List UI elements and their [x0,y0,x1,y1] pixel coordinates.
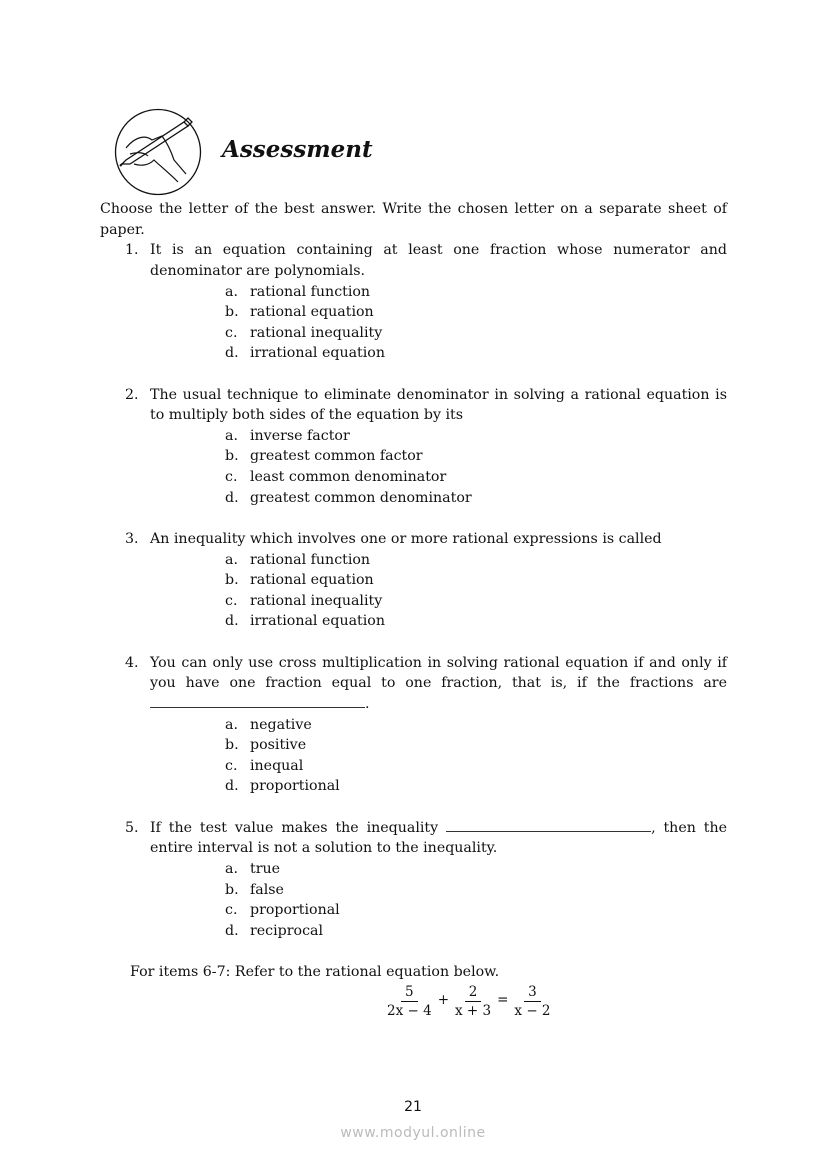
question-item [100,529,727,632]
option-text: false [250,881,284,898]
question-stem [150,653,727,715]
question-text: You can only use cross multiplication in solving rational equation if and only if you have one fraction equal to one fraction, that is, if the fractions are [150,654,727,692]
answer-option [150,343,727,364]
option-text: negative [250,716,312,733]
question-stem [150,529,727,550]
answer-option [150,735,727,756]
answer-blank [446,819,651,832]
fraction-2 [451,983,495,1020]
option-text: inequal [250,757,304,774]
reference-note: For items 6-7: Refer to the rational equation below. [130,964,500,981]
denominator: x − 2 [514,1003,551,1019]
answer-option [150,921,727,942]
option-text: rational inequality [250,324,383,341]
option-letter: c. [225,902,238,919]
answer-option [150,426,727,447]
rational-equation [383,983,555,1020]
fraction-3 [510,983,554,1020]
answer-option [150,880,727,901]
answer-option [150,756,727,777]
option-letter: b. [225,572,239,589]
question-number: 2. [125,386,139,403]
option-letter: a. [225,283,238,300]
equals-operator: = [497,991,509,1008]
option-text: irrational equation [250,613,385,630]
option-text: greatest common denominator [250,489,472,506]
answer-option [150,900,727,921]
question-stem [150,240,727,281]
option-text: positive [250,737,307,754]
option-letter: d. [225,489,239,506]
page-title: Assessment [222,136,373,163]
option-text: rational equation [250,304,374,321]
answer-option [150,323,727,344]
option-letter: d. [225,613,239,630]
question-number: 1. [125,242,139,259]
option-letter: b. [225,737,239,754]
question-item [100,653,727,797]
answer-option [150,467,727,488]
answer-blank [150,695,365,708]
option-text: reciprocal [250,922,324,939]
question-text: If the test value makes the inequality [150,819,439,836]
option-text: proportional [250,902,340,919]
option-letter: a. [225,716,238,733]
option-letter: d. [225,345,239,362]
option-letter: d. [225,778,239,795]
question-text: The usual technique to eliminate denominator in solving a rational equation is to multiply both sides of the equation by its [150,386,727,424]
option-letter: d. [225,922,239,939]
question-number: 5. [125,819,139,836]
option-letter: c. [225,324,238,341]
question-stem [150,385,727,426]
question-text-end: . [365,695,370,712]
numerator: 5 [401,983,418,1002]
question-text: An inequality which involves one or more rational expressions is called [150,530,662,547]
watermark: www.modyul.online [340,1125,486,1141]
question-item [100,240,727,364]
question-text-end: , then the entire interval is not a solution to the inequality. [150,819,728,857]
denominator: x + 3 [455,1003,492,1019]
option-text: rational equation [250,572,374,589]
option-text: rational inequality [250,592,383,609]
hand-writing-pencil-icon [114,108,202,196]
instructions: Choose the letter of the best answer. Write the chosen letter on a separate sheet of paper. [100,201,727,238]
denominator: 2x − 4 [387,1003,432,1019]
answer-option [150,570,727,591]
numerator: 3 [524,983,541,1002]
question-text: It is an equation containing at least one fraction whose numerator and denominator are polynomials. [150,242,727,279]
answer-option [150,282,727,303]
answer-option [150,715,727,736]
page-number: 21 [404,1099,422,1115]
option-letter: a. [225,551,238,568]
option-letter: b. [225,881,239,898]
option-letter: c. [225,592,238,609]
question-item [100,818,727,942]
answer-option [150,488,727,509]
plus-operator: + [437,991,449,1008]
option-letter: b. [225,448,239,465]
answer-option [150,302,727,323]
fraction-1 [383,983,436,1020]
option-letter: c. [225,757,238,774]
answer-option [150,859,727,880]
option-text: rational function [250,551,371,568]
question-number: 4. [125,654,139,671]
option-text: true [250,860,281,877]
option-letter: a. [225,860,238,877]
answer-option [150,446,727,467]
answer-option [150,611,727,632]
answer-option [150,550,727,571]
option-letter: b. [225,304,239,321]
answer-option [150,776,727,797]
answer-option [150,591,727,612]
option-letter: a. [225,427,238,444]
question-number: 3. [125,530,139,547]
option-text: inverse factor [250,427,350,444]
option-letter: c. [225,469,238,486]
question-stem [150,818,727,859]
question-item [100,385,727,509]
option-text: proportional [250,778,340,795]
option-text: greatest common factor [250,448,423,465]
option-text: rational function [250,283,371,300]
numerator: 2 [465,983,482,1002]
option-text: least common denominator [250,469,447,486]
option-text: irrational equation [250,345,385,362]
